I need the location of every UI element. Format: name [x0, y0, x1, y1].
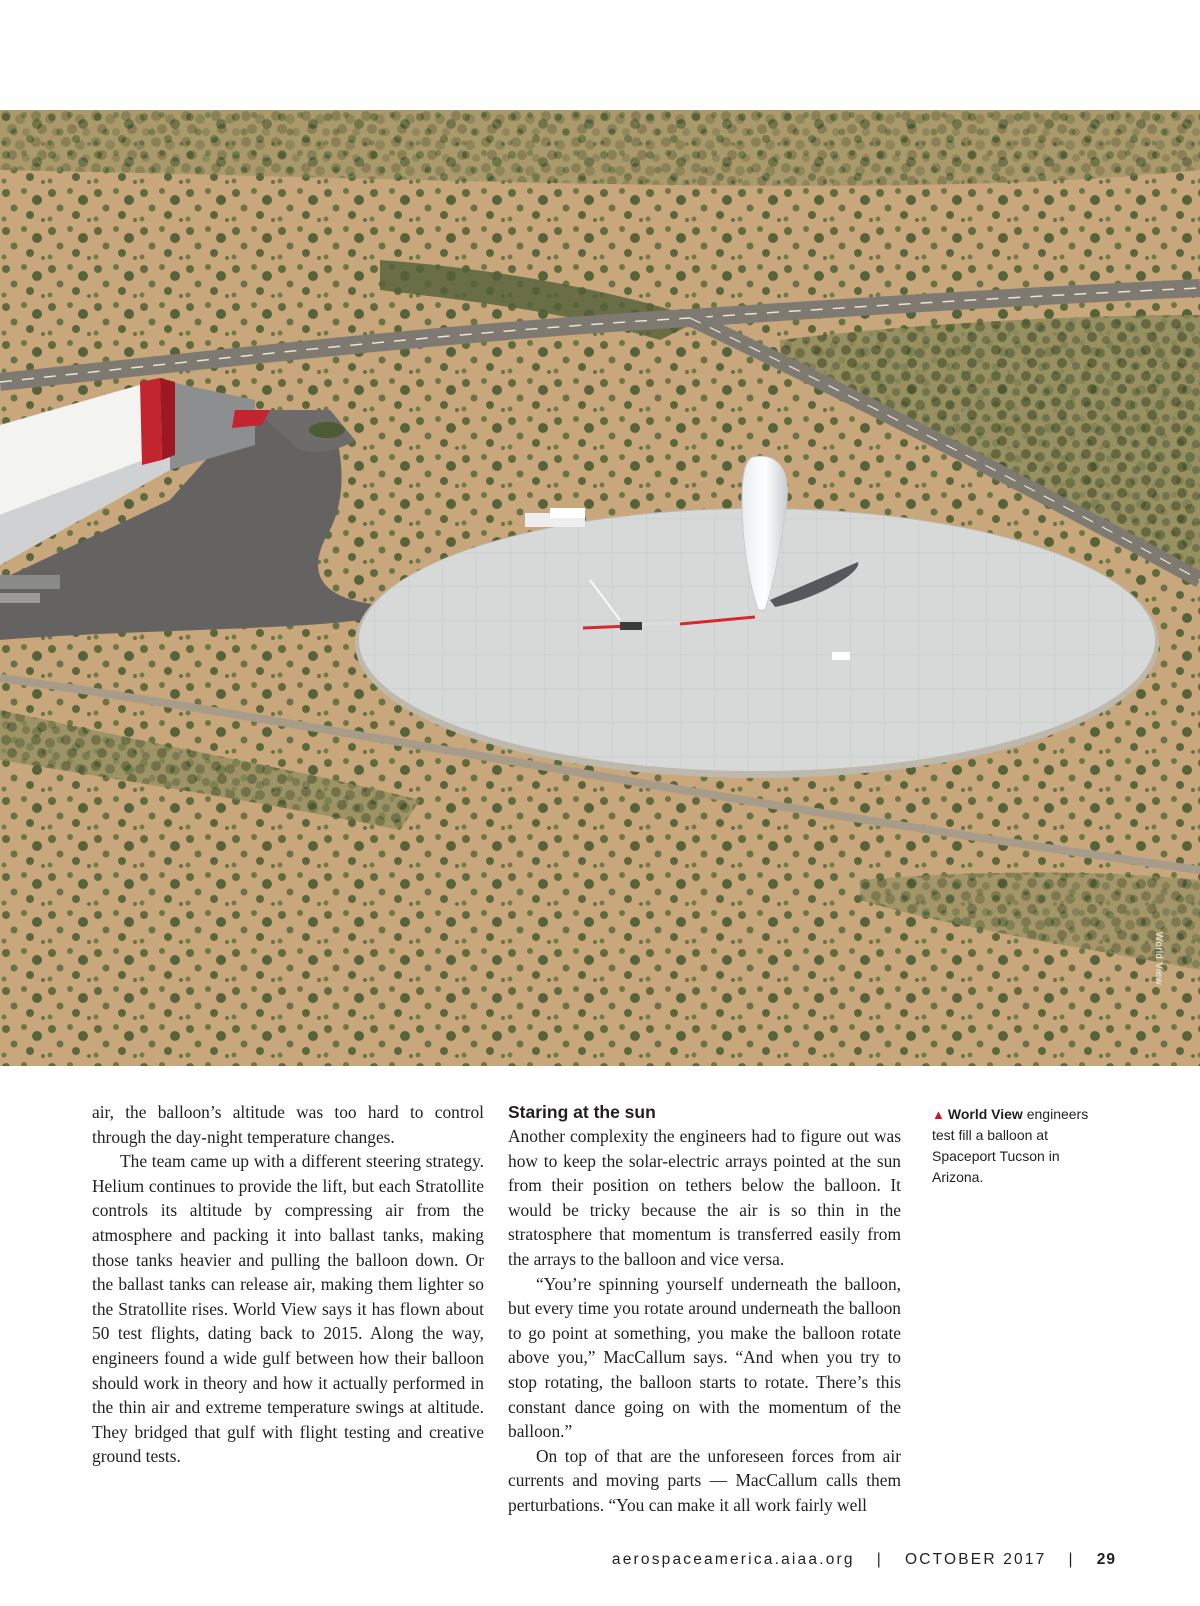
aerial-photo-illustration — [0, 110, 1200, 1066]
caption-text: engineers test fill a balloon at Spaceport Tucson in Arizona. — [932, 1106, 1089, 1185]
caption-lead: World View — [947, 1106, 1023, 1122]
paragraph: The team came up with a different steering strategy. Helium continues to provide the lift, but each Stratollite controls its altitude by compressing air from the atmosphere and packing it into ballast tanks, making those tanks heavier and pulling the balloon down. Or the ballast tanks can release air, making them lighter so the Stratollite rises. World View says it has flown about 50 test flights, dating back to 2015. Along the way, engineers found a wide gulf between how their balloon should work in theory and how it actually performed in the thin air and extreme temperature swings at altitude. They bridged that gulf with flight testing and creative ground tests. — [92, 1151, 484, 1467]
footer-separator: | — [1068, 1551, 1075, 1568]
footer-separator: | — [876, 1551, 883, 1568]
paragraph: On top of that are the unforeseen forces from air currents and moving parts — MacCallum calls them perturbations. “You can make it all work fairly well — [508, 1445, 901, 1515]
aerial-photo — [0, 110, 1200, 1066]
paragraph: air, the balloon’s altitude was too hard to control through the day-night temperature changes. — [92, 1102, 484, 1147]
footer-site-url: aerospaceamerica.aiaa.org — [611, 1551, 855, 1568]
paragraph: “You’re spinning yourself underneath the balloon, but every time you rotate around underneath the balloon to go point at something, you make the balloon rotate above you,” MacCallum says. “And when you try to stop rotating, the balloon starts to rotate. There’s this constant dance going on with the momentum of the balloon.” — [508, 1273, 901, 1442]
page-number: 29 — [1096, 1551, 1116, 1568]
paragraph: Another complexity the engineers had to figure out was how to keep the solar-electric arrays pointed at the sun from their position on tethers below the balloon. It would be tricky because the air is so thin in the stratosphere that momentum is transferred easily from the arrays to the balloon and vice versa. — [508, 1126, 901, 1269]
body-column-2 — [508, 1100, 901, 1518]
footer-issue: OCTOBER 2017 — [904, 1551, 1047, 1568]
triangle-up-icon: ▲ — [932, 1107, 945, 1122]
photo-credit: World View — [1153, 931, 1164, 985]
photo-caption — [932, 1104, 1112, 1188]
page-footer — [612, 1551, 1116, 1569]
section-heading: Staring at the sun — [508, 1102, 656, 1122]
body-column-1 — [92, 1100, 484, 1469]
